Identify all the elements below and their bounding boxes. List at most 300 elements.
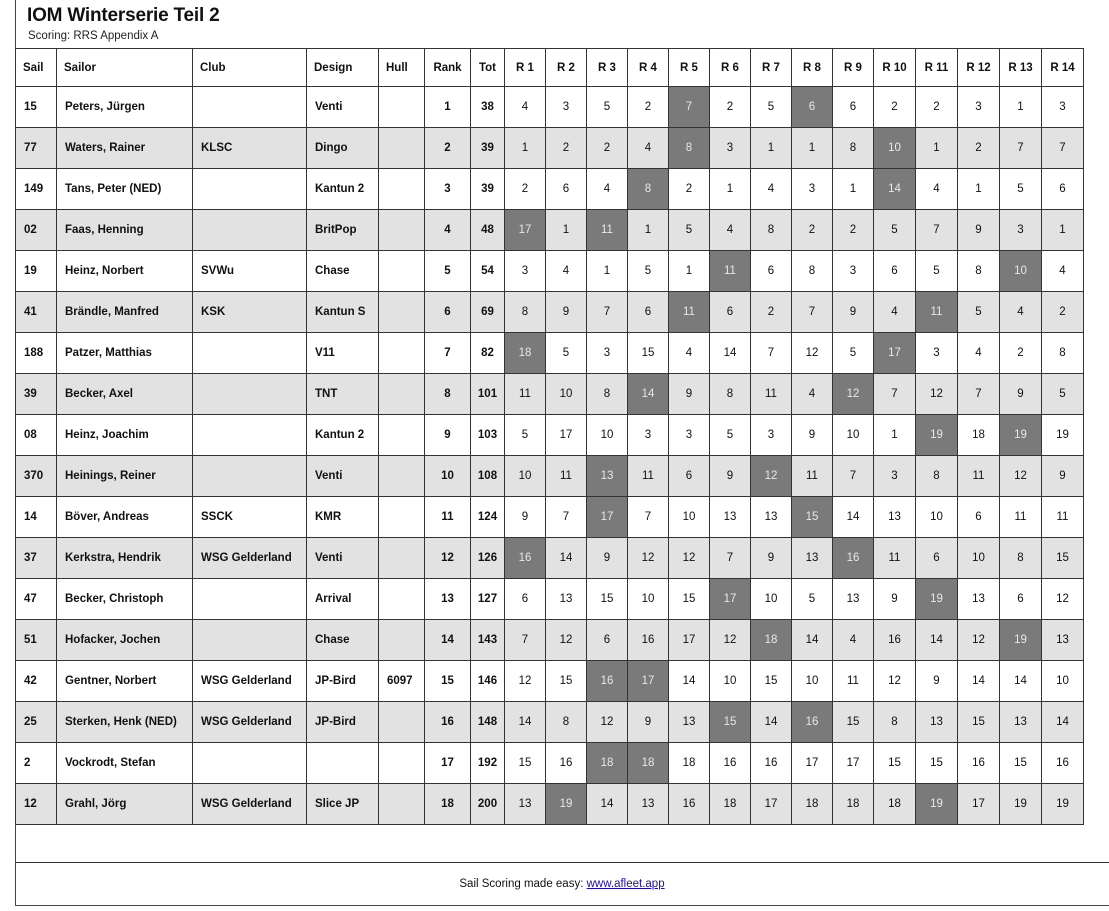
rank-cell: 4 <box>425 210 471 251</box>
race-score: 3 <box>669 415 710 456</box>
table-row <box>16 374 1084 415</box>
race-score-discarded: 8 <box>628 169 669 210</box>
race-score: 16 <box>1042 743 1084 784</box>
race-score: 10 <box>1042 661 1084 702</box>
race-score: 7 <box>1042 128 1084 169</box>
race-score: 3 <box>958 87 1000 128</box>
race-score: 7 <box>505 620 546 661</box>
race-score: 2 <box>505 169 546 210</box>
design-cell: Venti <box>307 538 379 579</box>
race-score: 4 <box>874 292 916 333</box>
race-score: 8 <box>710 374 751 415</box>
sail-cell: 370 <box>16 456 57 497</box>
race-score: 9 <box>628 702 669 743</box>
rank-cell: 6 <box>425 292 471 333</box>
race-score: 2 <box>792 210 833 251</box>
race-score: 12 <box>669 538 710 579</box>
race-score: 3 <box>751 415 792 456</box>
race-score: 4 <box>669 333 710 374</box>
race-score: 11 <box>1042 497 1084 538</box>
race-score: 19 <box>1000 784 1042 825</box>
sailor-cell: Vockrodt, Stefan <box>57 743 193 784</box>
sailor-cell: Tans, Peter (NED) <box>57 169 193 210</box>
column-header: Sail <box>16 49 57 87</box>
race-score: 12 <box>1042 579 1084 620</box>
rank-cell: 15 <box>425 661 471 702</box>
rank-cell: 12 <box>425 538 471 579</box>
race-score: 17 <box>669 620 710 661</box>
race-score: 12 <box>546 620 587 661</box>
race-score: 1 <box>546 210 587 251</box>
table-row <box>16 456 1084 497</box>
club-cell <box>193 743 307 784</box>
race-score: 3 <box>792 169 833 210</box>
design-cell: V11 <box>307 333 379 374</box>
race-score: 12 <box>874 661 916 702</box>
hull-cell <box>379 374 425 415</box>
race-score: 12 <box>710 620 751 661</box>
race-score: 1 <box>916 128 958 169</box>
race-score: 5 <box>751 87 792 128</box>
total-cell: 39 <box>471 128 505 169</box>
race-score-discarded: 19 <box>1000 620 1042 661</box>
rank-cell: 1 <box>425 87 471 128</box>
race-score: 17 <box>958 784 1000 825</box>
sail-cell: 39 <box>16 374 57 415</box>
race-score: 9 <box>751 538 792 579</box>
table-header-row <box>16 49 1084 87</box>
race-score-discarded: 17 <box>505 210 546 251</box>
sailor-cell: Gentner, Norbert <box>57 661 193 702</box>
race-score: 8 <box>751 210 792 251</box>
race-score: 6 <box>751 251 792 292</box>
club-cell <box>193 620 307 661</box>
race-score: 10 <box>833 415 874 456</box>
race-score-discarded: 13 <box>587 456 628 497</box>
race-score-discarded: 14 <box>874 169 916 210</box>
rank-cell: 7 <box>425 333 471 374</box>
hull-cell <box>379 456 425 497</box>
club-cell <box>193 333 307 374</box>
column-header: R 2 <box>546 49 587 87</box>
sailor-cell: Böver, Andreas <box>57 497 193 538</box>
race-score: 6 <box>916 538 958 579</box>
race-score: 14 <box>1042 702 1084 743</box>
design-cell: Arrival <box>307 579 379 620</box>
race-score: 14 <box>1000 661 1042 702</box>
club-cell: WSG Gelderland <box>193 661 307 702</box>
race-score: 11 <box>1000 497 1042 538</box>
column-header: Club <box>193 49 307 87</box>
race-score: 7 <box>628 497 669 538</box>
race-score: 14 <box>792 620 833 661</box>
table-row <box>16 292 1084 333</box>
race-score: 9 <box>669 374 710 415</box>
race-score: 3 <box>546 87 587 128</box>
race-score: 7 <box>1000 128 1042 169</box>
page-title: IOM Winterserie Teil 2 <box>27 5 220 26</box>
table-row <box>16 579 1084 620</box>
race-score: 13 <box>1042 620 1084 661</box>
race-score: 14 <box>587 784 628 825</box>
hull-cell: 6097 <box>379 661 425 702</box>
total-cell: 148 <box>471 702 505 743</box>
race-score: 13 <box>833 579 874 620</box>
race-score: 8 <box>1000 538 1042 579</box>
total-cell: 54 <box>471 251 505 292</box>
total-cell: 101 <box>471 374 505 415</box>
race-score-discarded: 17 <box>710 579 751 620</box>
race-score-discarded: 17 <box>628 661 669 702</box>
column-header: R 10 <box>874 49 916 87</box>
club-cell <box>193 374 307 415</box>
race-score-discarded: 17 <box>874 333 916 374</box>
table-row <box>16 497 1084 538</box>
race-score: 16 <box>958 743 1000 784</box>
total-cell: 108 <box>471 456 505 497</box>
design-cell: KMR <box>307 497 379 538</box>
race-score: 14 <box>505 702 546 743</box>
race-score: 11 <box>958 456 1000 497</box>
race-score: 18 <box>792 784 833 825</box>
design-cell: Slice JP <box>307 784 379 825</box>
table-row <box>16 538 1084 579</box>
race-score: 11 <box>874 538 916 579</box>
table-row <box>16 784 1084 825</box>
rank-cell: 18 <box>425 784 471 825</box>
race-score: 2 <box>710 87 751 128</box>
design-cell: Chase <box>307 251 379 292</box>
sail-cell: 37 <box>16 538 57 579</box>
race-score-discarded: 14 <box>628 374 669 415</box>
rank-cell: 9 <box>425 415 471 456</box>
race-score: 13 <box>546 579 587 620</box>
race-score: 16 <box>710 743 751 784</box>
race-score: 14 <box>916 620 958 661</box>
race-score-discarded: 11 <box>916 292 958 333</box>
sail-cell: 149 <box>16 169 57 210</box>
race-score: 1 <box>710 169 751 210</box>
race-score: 11 <box>751 374 792 415</box>
race-score: 18 <box>669 743 710 784</box>
total-cell: 146 <box>471 661 505 702</box>
design-cell: BritPop <box>307 210 379 251</box>
table-row <box>16 128 1084 169</box>
race-score: 8 <box>792 251 833 292</box>
rank-cell: 2 <box>425 128 471 169</box>
total-cell: 39 <box>471 169 505 210</box>
sailor-cell: Peters, Jürgen <box>57 87 193 128</box>
club-cell: WSG Gelderland <box>193 702 307 743</box>
club-cell: KSK <box>193 292 307 333</box>
race-score: 5 <box>628 251 669 292</box>
total-cell: 48 <box>471 210 505 251</box>
race-score: 6 <box>669 456 710 497</box>
column-header: Tot <box>471 49 505 87</box>
race-score: 5 <box>669 210 710 251</box>
race-score: 4 <box>710 210 751 251</box>
race-score: 11 <box>505 374 546 415</box>
race-score: 8 <box>587 374 628 415</box>
design-cell: JP-Bird <box>307 661 379 702</box>
afleet-link[interactable]: www.afleet.app <box>586 878 665 890</box>
total-cell: 82 <box>471 333 505 374</box>
sail-cell: 02 <box>16 210 57 251</box>
sailor-cell: Sterken, Henk (NED) <box>57 702 193 743</box>
column-header: R 12 <box>958 49 1000 87</box>
race-score: 17 <box>751 784 792 825</box>
race-score: 5 <box>916 251 958 292</box>
race-score: 6 <box>1042 169 1084 210</box>
column-header: R 1 <box>505 49 546 87</box>
race-score: 13 <box>916 702 958 743</box>
table-row <box>16 661 1084 702</box>
race-score: 2 <box>628 87 669 128</box>
rank-cell: 3 <box>425 169 471 210</box>
race-score: 5 <box>587 87 628 128</box>
race-score: 9 <box>710 456 751 497</box>
race-score: 6 <box>587 620 628 661</box>
race-score: 2 <box>1000 333 1042 374</box>
race-score: 1 <box>874 415 916 456</box>
race-score: 7 <box>546 497 587 538</box>
race-score: 4 <box>505 87 546 128</box>
race-score-discarded: 16 <box>833 538 874 579</box>
sailor-cell: Becker, Christoph <box>57 579 193 620</box>
race-score-discarded: 19 <box>546 784 587 825</box>
race-score: 6 <box>505 579 546 620</box>
total-cell: 200 <box>471 784 505 825</box>
rank-cell: 14 <box>425 620 471 661</box>
race-score-discarded: 18 <box>628 743 669 784</box>
sail-cell: 47 <box>16 579 57 620</box>
race-score: 6 <box>710 292 751 333</box>
club-cell <box>193 579 307 620</box>
total-cell: 143 <box>471 620 505 661</box>
race-score: 13 <box>505 784 546 825</box>
race-score: 5 <box>833 333 874 374</box>
design-cell: Venti <box>307 87 379 128</box>
race-score: 14 <box>710 333 751 374</box>
race-score: 10 <box>958 538 1000 579</box>
hull-cell <box>379 292 425 333</box>
race-score: 13 <box>628 784 669 825</box>
race-score-discarded: 15 <box>792 497 833 538</box>
race-score: 18 <box>833 784 874 825</box>
race-score-discarded: 8 <box>669 128 710 169</box>
rank-cell: 8 <box>425 374 471 415</box>
footer <box>15 862 1109 905</box>
club-cell <box>193 415 307 456</box>
race-score: 9 <box>546 292 587 333</box>
race-score: 3 <box>628 415 669 456</box>
club-cell: WSG Gelderland <box>193 538 307 579</box>
total-cell: 103 <box>471 415 505 456</box>
race-score: 2 <box>958 128 1000 169</box>
race-score: 1 <box>628 210 669 251</box>
race-score: 2 <box>874 87 916 128</box>
column-header: R 8 <box>792 49 833 87</box>
hull-cell <box>379 210 425 251</box>
race-score-discarded: 16 <box>505 538 546 579</box>
race-score: 14 <box>751 702 792 743</box>
sail-cell: 15 <box>16 87 57 128</box>
table-row <box>16 169 1084 210</box>
sailor-cell: Heinz, Joachim <box>57 415 193 456</box>
race-score: 4 <box>587 169 628 210</box>
race-score: 11 <box>628 456 669 497</box>
race-score: 14 <box>833 497 874 538</box>
race-score: 4 <box>628 128 669 169</box>
race-score: 4 <box>546 251 587 292</box>
sail-cell: 08 <box>16 415 57 456</box>
race-score-discarded: 16 <box>792 702 833 743</box>
race-score-discarded: 16 <box>587 661 628 702</box>
race-score: 12 <box>587 702 628 743</box>
design-cell: Kantun S <box>307 292 379 333</box>
race-score: 9 <box>792 415 833 456</box>
club-cell <box>193 210 307 251</box>
table-row <box>16 415 1084 456</box>
race-score: 2 <box>751 292 792 333</box>
race-score: 5 <box>1042 374 1084 415</box>
race-score: 13 <box>1000 702 1042 743</box>
race-score: 17 <box>546 415 587 456</box>
race-score: 17 <box>792 743 833 784</box>
column-header: R 14 <box>1042 49 1084 87</box>
table-row <box>16 210 1084 251</box>
race-score: 4 <box>1000 292 1042 333</box>
race-score: 10 <box>751 579 792 620</box>
race-score: 10 <box>669 497 710 538</box>
hull-cell <box>379 579 425 620</box>
race-score: 18 <box>710 784 751 825</box>
race-score: 2 <box>669 169 710 210</box>
table-row <box>16 333 1084 374</box>
race-score: 7 <box>751 333 792 374</box>
total-cell: 69 <box>471 292 505 333</box>
total-cell: 126 <box>471 538 505 579</box>
race-score: 7 <box>874 374 916 415</box>
race-score: 8 <box>958 251 1000 292</box>
club-cell: KLSC <box>193 128 307 169</box>
race-score: 9 <box>1042 456 1084 497</box>
race-score-discarded: 19 <box>916 579 958 620</box>
column-header: R 6 <box>710 49 751 87</box>
race-score: 1 <box>587 251 628 292</box>
race-score: 1 <box>1042 210 1084 251</box>
column-header: Sailor <box>57 49 193 87</box>
race-score: 3 <box>587 333 628 374</box>
sail-cell: 2 <box>16 743 57 784</box>
sailor-cell: Becker, Axel <box>57 374 193 415</box>
race-score: 16 <box>751 743 792 784</box>
race-score: 5 <box>792 579 833 620</box>
race-score: 16 <box>669 784 710 825</box>
race-score: 7 <box>710 538 751 579</box>
race-score: 9 <box>1000 374 1042 415</box>
race-score: 15 <box>1042 538 1084 579</box>
design-cell: Kantun 2 <box>307 169 379 210</box>
sailor-cell: Heinings, Reiner <box>57 456 193 497</box>
hull-cell <box>379 620 425 661</box>
hull-cell <box>379 784 425 825</box>
sailor-cell: Heinz, Norbert <box>57 251 193 292</box>
race-score: 19 <box>1042 415 1084 456</box>
column-header: R 13 <box>1000 49 1042 87</box>
race-score: 15 <box>874 743 916 784</box>
race-score: 3 <box>1042 87 1084 128</box>
race-score-discarded: 11 <box>669 292 710 333</box>
hull-cell <box>379 538 425 579</box>
race-score: 6 <box>628 292 669 333</box>
sailor-cell: Faas, Henning <box>57 210 193 251</box>
race-score: 1 <box>669 251 710 292</box>
sail-cell: 12 <box>16 784 57 825</box>
race-score: 9 <box>916 661 958 702</box>
race-score-discarded: 11 <box>587 210 628 251</box>
race-score: 2 <box>587 128 628 169</box>
race-score: 2 <box>546 128 587 169</box>
race-score: 16 <box>874 620 916 661</box>
race-score: 2 <box>833 210 874 251</box>
table-row <box>16 702 1084 743</box>
hull-cell <box>379 128 425 169</box>
race-score: 10 <box>792 661 833 702</box>
race-score: 18 <box>958 415 1000 456</box>
hull-cell <box>379 415 425 456</box>
rank-cell: 16 <box>425 702 471 743</box>
rank-cell: 13 <box>425 579 471 620</box>
race-score: 4 <box>792 374 833 415</box>
race-score-discarded: 12 <box>833 374 874 415</box>
race-score: 9 <box>833 292 874 333</box>
sail-cell: 14 <box>16 497 57 538</box>
race-score: 16 <box>546 743 587 784</box>
rank-cell: 5 <box>425 251 471 292</box>
race-score: 15 <box>958 702 1000 743</box>
column-header: Hull <box>379 49 425 87</box>
sailor-cell: Hofacker, Jochen <box>57 620 193 661</box>
race-score-discarded: 18 <box>587 743 628 784</box>
sail-cell: 51 <box>16 620 57 661</box>
race-score: 15 <box>628 333 669 374</box>
race-score: 13 <box>874 497 916 538</box>
sail-cell: 25 <box>16 702 57 743</box>
table-row <box>16 251 1084 292</box>
race-score-discarded: 7 <box>669 87 710 128</box>
hull-cell <box>379 702 425 743</box>
race-score-discarded: 6 <box>792 87 833 128</box>
race-score: 15 <box>1000 743 1042 784</box>
design-cell <box>307 743 379 784</box>
race-score: 8 <box>1042 333 1084 374</box>
race-score: 4 <box>1042 251 1084 292</box>
race-score: 11 <box>546 456 587 497</box>
race-score: 15 <box>751 661 792 702</box>
race-score: 4 <box>751 169 792 210</box>
race-score: 11 <box>792 456 833 497</box>
race-score: 5 <box>874 210 916 251</box>
hull-cell <box>379 169 425 210</box>
race-score: 12 <box>792 333 833 374</box>
race-score-discarded: 19 <box>916 784 958 825</box>
design-cell: Venti <box>307 456 379 497</box>
race-score: 2 <box>1042 292 1084 333</box>
race-score-discarded: 17 <box>587 497 628 538</box>
race-score: 6 <box>546 169 587 210</box>
race-score: 14 <box>546 538 587 579</box>
